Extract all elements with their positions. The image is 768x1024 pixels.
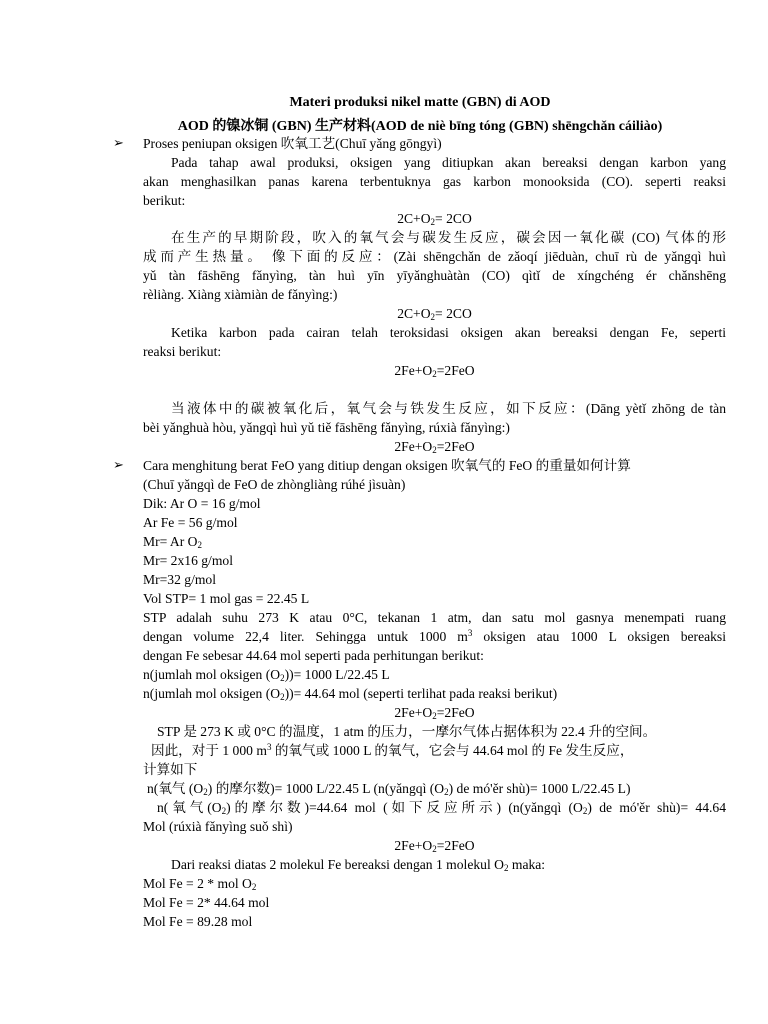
- paragraph-line: Ketika karbon pada cairan telah teroksidasi oksigen akan bereaksi dengan Fe, seperti: [171, 325, 726, 340]
- paragraph-line: yǔ tàn fāshēng fǎnyìng, tàn huì yīn yīyǎnghuàtàn (CO) qìtǐ de xíngchéng ér chǎnshēng: [143, 268, 726, 283]
- given-line: Ar Fe = 56 g/mol: [143, 515, 238, 530]
- document-title: Materi produksi nikel matte (GBN) di AOD: [289, 95, 551, 110]
- paragraph-line: 在生产的早期阶段，吹入的氧气会与碳发生反应，碳会因一氧化碳 (CO) 气体的形: [171, 230, 726, 245]
- section-2-heading: Cara menghitung berat FeO yang ditiup dengan oksigen 吹氧气的 FeO 的重量如何计算: [143, 458, 631, 473]
- calc-line: n(jumlah mol oksigen $(O_2))= 44.64$ mol (seperti terlihat pada reaksi berikut): [143, 686, 558, 702]
- reaction-equation: $2Fe+O_2=2FeO$: [394, 838, 475, 854]
- section-1-heading: Proses peniupan oksigen 吹氧工艺(Chuī yǎng gōngyì): [143, 136, 442, 151]
- calc-line: Mol Fe = 89.28 mol: [143, 914, 253, 929]
- section-2-heading-pinyin: (Chuī yǎngqì de FeO de zhòngliàng rúhé jìsuàn): [143, 477, 406, 492]
- paragraph-line: Dari reaksi diatas 2 molekul Fe bereaksi dengan 1 molekul $O_2$ maka:: [171, 857, 546, 873]
- reaction-equation: $2Fe+O_2=2FeO$: [394, 363, 475, 379]
- calc-line: n(jumlah mol oksigen $(O_2))= 1000$ L/22.45 L: [143, 667, 390, 683]
- paragraph-line: berikut:: [143, 193, 186, 208]
- paragraph-line: STP adalah suhu 273 K atau 0°C, tekanan 1 atm, dan satu mol gasnya menempati ruang: [143, 610, 726, 625]
- paragraph-line: 因此，对于 1 000 $m^3$ 的氧气或 1000 L 的氧气，它会与 44.64 mol 的 Fe 发生反应，: [151, 742, 634, 758]
- given-line: Vol STP= 1 mol gas = 22.45 L: [143, 591, 310, 606]
- reaction-equation: $2Fe+O_2=2FeO$: [394, 439, 475, 455]
- calc-line: n(氧气 $(O_2)$ 的摩尔数)= 1000 L/22.45 L (n(yǎngqì $(O_2)$ de mó'ěr shù)= 1000 L/22.45 L): [147, 781, 631, 797]
- paragraph-line: STP 是 273 K 或 0°C 的温度，1 atm 的压力，一摩尔气体占据体积为 22.4 升的空间。: [157, 724, 657, 739]
- paragraph-line: reaksi berikut:: [143, 344, 222, 359]
- bullet-icon: ➢: [113, 458, 124, 473]
- calc-line: Mol Fe = 2 * mol $O_2$: [143, 876, 257, 892]
- paragraph-line: dengan volume 22,4 liter. Sehingga untuk 1000 $m^3$ oksigen atau 1000 L oksigen bereaksi: [143, 628, 726, 644]
- reaction-equation: $2C+O_2= 2CO$: [397, 306, 472, 322]
- paragraph-line: rèliàng. Xiàng xiàmiàn de fǎnyìng:): [143, 287, 338, 302]
- given-line: Mr= Ar $O_2$: [143, 534, 202, 550]
- paragraph-line: Pada tahap awal produksi, oksigen yang ditiupkan akan bereaksi dengan karbon yang: [171, 155, 726, 170]
- reaction-equation: $2C+O_2= 2CO$: [397, 211, 472, 227]
- reaction-equation: $2Fe+O_2=2FeO$: [394, 705, 475, 721]
- calc-line: n(氧气$(O_2)$的摩尔数)=44.64 mol (如下反应所示) (n(yǎngqì $(O_2)$ de mó'ěr shù)= 44.64: [157, 800, 727, 816]
- given-line: Mr= 2x16 g/mol: [143, 553, 233, 568]
- paragraph-line: bèi yǎnghuà hòu, yǎngqì huì yǔ tiě fāshēng fǎnyìng, rúxià fǎnyìng:): [143, 420, 510, 435]
- bullet-icon: ➢: [113, 136, 124, 151]
- paragraph-line: akan menghasilkan panas karena terbentuknya gas karbon monooksida (CO). seperti reaksi: [143, 174, 726, 189]
- calc-line: Mol (rúxià fǎnyìng suǒ shì): [143, 819, 293, 834]
- given-line: Mr=32 g/mol: [143, 572, 216, 587]
- calc-line: Mol Fe = 2* 44.64 mol: [143, 895, 270, 910]
- given-line: Dik: Ar O = 16 g/mol: [143, 496, 261, 511]
- paragraph-line: 当液体中的碳被氧化后，氧气会与铁发生反应，如下反应：(Dāng yètǐ zhōng de tàn: [171, 401, 726, 416]
- paragraph-line: dengan Fe sebesar 44.64 mol seperti pada perhitungan berikut:: [143, 648, 484, 663]
- paragraph-line: 计算如下: [143, 762, 198, 777]
- paragraph-line: 成而产生热量。 像下面的反应：(Zài shēngchǎn de zǎoqí jiēduàn, chuī rù de yǎngqì huì: [143, 249, 726, 264]
- document-subtitle: AOD 的镍冰铜 (GBN) 生产材料(AOD de niè bīng tóng (GBN) shēngchǎn cáiliào): [177, 119, 663, 134]
